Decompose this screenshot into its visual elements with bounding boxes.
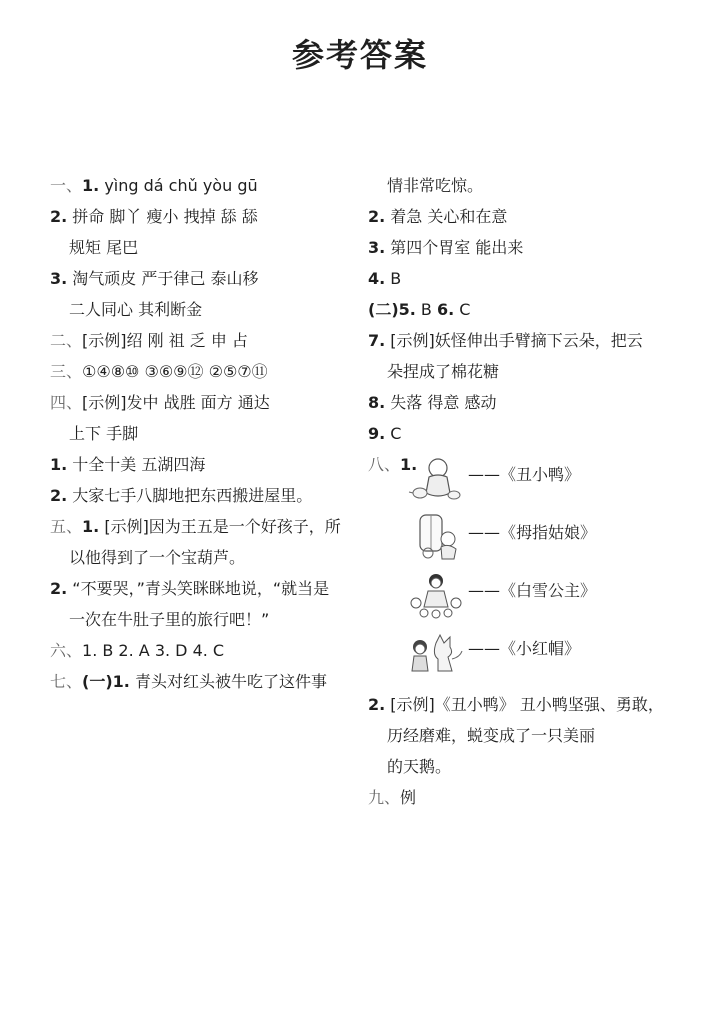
item-number: 6. xyxy=(437,300,455,319)
answer-text: 淘气顽皮 严于律己 泰山移 xyxy=(67,269,259,288)
answer-line xyxy=(50,387,362,418)
answer-line xyxy=(50,201,362,232)
red-riding-hood-illustration xyxy=(408,629,464,677)
section-number: 七、 xyxy=(50,672,83,691)
item-number: 1. xyxy=(50,455,68,474)
answer-line xyxy=(368,170,688,201)
answer-text: 失落 得意 感动 xyxy=(385,393,497,412)
answer-text: 一次在牛肚子里的旅行吧！” xyxy=(69,610,270,629)
answer-line xyxy=(368,263,688,294)
answer-line xyxy=(50,232,362,263)
item-number: 3. xyxy=(50,269,68,288)
item-number: 2. xyxy=(50,486,68,505)
answer-text: 上下 手脚 xyxy=(69,424,139,443)
answer-text: [示例]因为王五是一个好孩子，所 xyxy=(99,517,341,536)
answer-line xyxy=(50,480,362,511)
answer-line xyxy=(50,418,362,449)
answer-text: 十全十美 五湖四海 xyxy=(67,455,206,474)
thumbelina-illustration xyxy=(408,513,464,561)
item-number: (一)1. xyxy=(82,672,130,691)
answer-text: “不要哭，”青头笑眯眯地说，“就当是 xyxy=(67,579,330,598)
item-number: 1. xyxy=(82,176,100,195)
answer-line xyxy=(50,263,362,294)
section-number: 二、 xyxy=(50,331,83,350)
answer-line xyxy=(50,170,362,201)
answer-line xyxy=(368,201,688,232)
answer-text: yìng dá chǔ yòu gū xyxy=(99,176,258,195)
answer-text: 拼命 脚丫 瘦小 拽掉 舔 舔 xyxy=(67,207,258,226)
item-number: (二)5. xyxy=(368,300,416,319)
snow-white-illustration xyxy=(408,571,464,619)
answer-text: 第四个胃室 能出来 xyxy=(385,238,524,257)
match-row-ugly-duckling xyxy=(368,449,688,507)
ugly-duckling-illustration xyxy=(408,455,464,503)
section-number: 八、1. xyxy=(368,455,418,474)
answer-line xyxy=(50,604,362,635)
answer-line xyxy=(50,449,362,480)
answer-line xyxy=(368,751,688,782)
answer-text: 历经磨难，蜕变成了一只美丽 xyxy=(387,726,596,745)
answer-line xyxy=(50,325,362,356)
answer-text: 规矩 尾巴 xyxy=(69,238,139,257)
left-column xyxy=(50,170,362,697)
answer-text: 情非常吃惊。 xyxy=(387,176,484,195)
item-number: 7. xyxy=(368,331,386,350)
section-number: 三、 xyxy=(50,362,83,381)
answer-text: 青头对红头被牛吃了这件事 xyxy=(129,672,327,691)
page-title: 参考答案 xyxy=(291,36,428,74)
answer-line xyxy=(368,720,688,751)
answer-line xyxy=(50,573,362,604)
answer-text: C xyxy=(385,424,402,443)
section-number: 五、 xyxy=(50,517,83,536)
section-number: 四、 xyxy=(50,393,83,412)
answer-text: 朵捏成了棉花糖 xyxy=(387,362,500,381)
answer-line xyxy=(50,294,362,325)
item-number: 9. xyxy=(368,424,386,443)
answer-line xyxy=(50,666,362,697)
item-number: 2. xyxy=(368,207,386,226)
match-label: ——《白雪公主》 xyxy=(468,581,597,600)
match-label: ——《拇指姑娘》 xyxy=(468,523,597,542)
answer-line xyxy=(50,511,362,542)
item-number: 2. xyxy=(50,579,68,598)
answer-text: 二人同心 其利断金 xyxy=(69,300,203,319)
section-number: 一、 xyxy=(50,176,83,195)
match-row-snow-white xyxy=(368,565,688,623)
answer-line xyxy=(368,387,688,418)
answer-text: [示例]发中 战胜 面方 通达 xyxy=(82,393,270,412)
answer-text: B xyxy=(415,300,437,319)
item-number: 8. xyxy=(368,393,386,412)
answer-line xyxy=(368,356,688,387)
section-number: 六、 xyxy=(50,641,83,660)
match-label: ——《小红帽》 xyxy=(468,639,581,658)
item-number: 1. xyxy=(82,517,100,536)
answer-text: ①④⑧⑩ ③⑥⑨⑫ ②⑤⑦⑪ xyxy=(82,362,268,381)
answer-text: [示例]绍 刚 祖 乏 申 占 xyxy=(82,331,248,350)
answer-text: 着急 关心和在意 xyxy=(385,207,508,226)
item-number: 3. xyxy=(368,238,386,257)
answer-line xyxy=(368,294,688,325)
item-number: 2. xyxy=(50,207,68,226)
answer-text: [示例]《丑小鸭》 丑小鸭坚强、勇敢， xyxy=(385,695,664,714)
answer-line xyxy=(368,418,688,449)
item-number: 2. xyxy=(368,695,386,714)
item-number: 4. xyxy=(368,269,386,288)
answer-text: 大家七手八脚地把东西搬进屋里。 xyxy=(67,486,313,505)
answer-text: 的天鹅。 xyxy=(387,757,452,776)
answer-text: B xyxy=(385,269,402,288)
answer-line xyxy=(368,325,688,356)
answer-text: 1. B 2. A 3. D 4. C xyxy=(82,641,225,660)
answer-text: 以他得到了一个宝葫芦。 xyxy=(69,548,246,567)
right-column xyxy=(368,170,688,813)
answer-line xyxy=(368,232,688,263)
answer-line xyxy=(50,635,362,666)
match-row-red-riding-hood xyxy=(368,623,688,681)
answer-text: C xyxy=(454,300,471,319)
answer-line xyxy=(50,356,362,387)
answer-line xyxy=(368,782,688,813)
answer-line xyxy=(50,542,362,573)
section-number: 九、 xyxy=(368,788,401,807)
match-row-thumbelina xyxy=(368,507,688,565)
match-label: ——《丑小鸭》 xyxy=(468,465,581,484)
spacer xyxy=(368,681,688,689)
answer-text: 例 xyxy=(400,788,417,807)
answer-text: [示例]妖怪伸出手臂摘下云朵，把云 xyxy=(385,331,643,350)
answer-line xyxy=(368,689,688,720)
